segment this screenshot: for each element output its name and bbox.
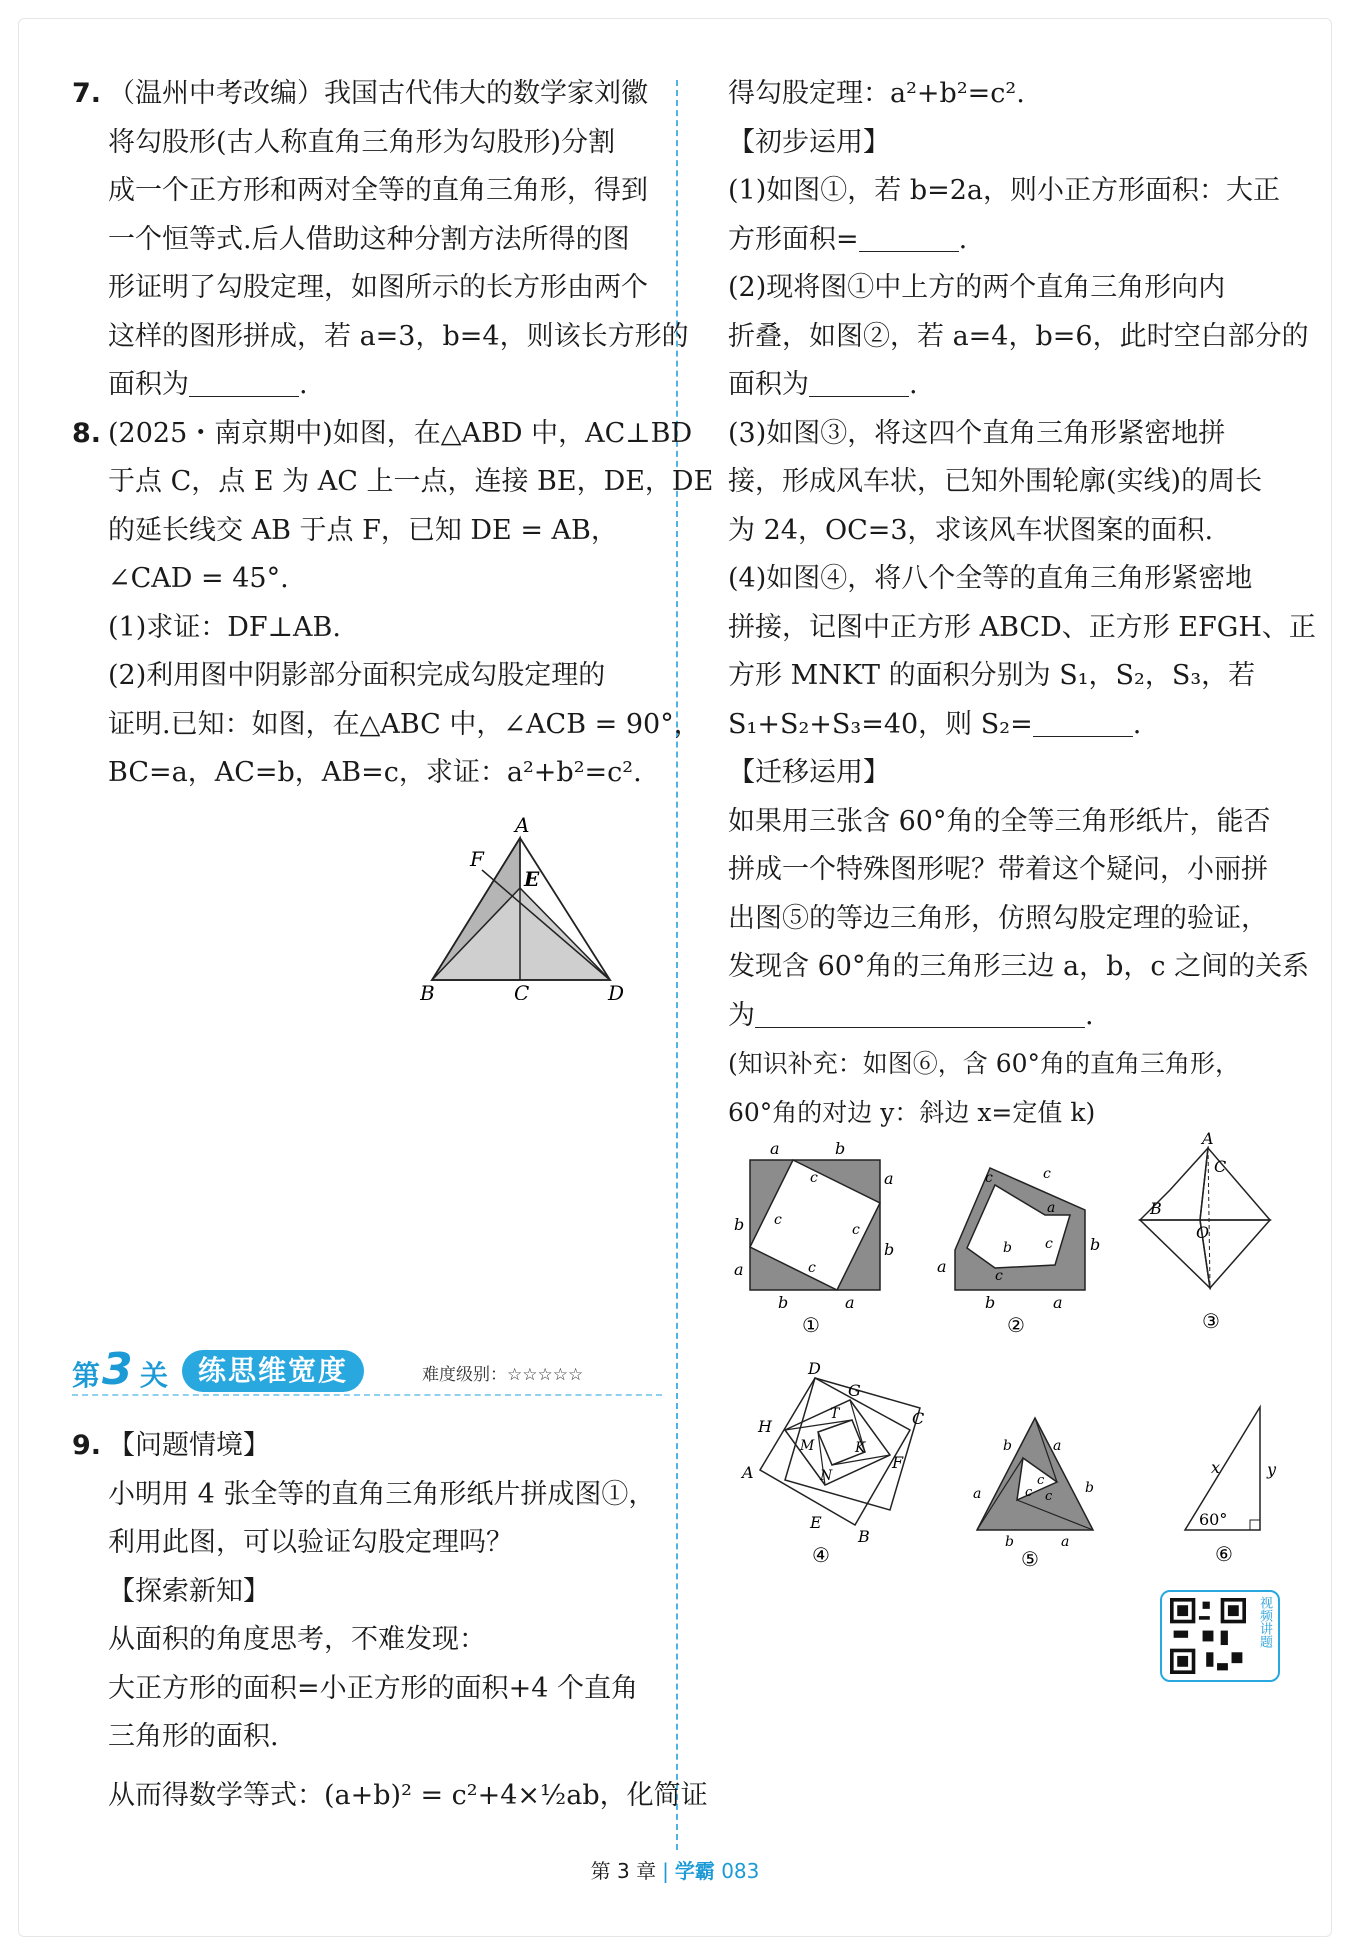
figure-6-angle: 60° [1199,1510,1228,1529]
right-line-6: 折叠，如图②，若 a=4，b=6，此时空白部分的 [728,320,1309,352]
q7-line-4: 一个恒等式.后人借助这种分割方法所得的图 [108,223,630,255]
right-line-12: 拼接，记图中正方形 ABCD、正方形 EFGH、正 [728,611,1316,643]
right-line-4-prefix: 方形面积= [728,223,859,255]
level-banner [72,1344,662,1395]
right-line-19: 发现含 60°角的三角形三边 a，b，c 之间的关系 [728,951,1310,982]
svg-text:a: a [973,1486,982,1502]
label-e: E [524,867,540,891]
shaded-triangle-bed [432,888,610,980]
video-qr-code[interactable] [1160,1590,1280,1682]
svg-text:a: a [937,1257,947,1276]
svg-text:c: c [1043,1166,1051,1182]
svg-text:a: a [1047,1200,1056,1216]
svg-text:b: b [778,1293,789,1312]
figure-4-tag: ④ [812,1543,830,1567]
qr-code-icon [1170,1598,1246,1674]
svg-text:b: b [1085,1480,1094,1496]
label-c: C [514,981,530,1000]
svg-text:b: b [884,1240,895,1259]
right-line-18: 出图⑤的等边三角形，仿照勾股定理的验证， [728,902,1268,934]
footer-chapter: 第 3 章 [590,1859,657,1883]
right-line-1: 得勾股定理：a²+b²=c². [728,78,1025,109]
answer-blank-3[interactable] [1033,706,1133,737]
q9-line-7: 三角形的面积. [108,1721,279,1752]
q7-line-1: （温州中考改编）我国古代伟大的数学家刘徽 [108,78,648,109]
level-guan: 关 [140,1359,169,1392]
svg-text:A: A [1202,1130,1214,1148]
svg-text:E: E [810,1513,822,1532]
q8-part-2-line-2: 证明.已知：如图，在△ABC 中，∠ACB = 90°， [108,708,701,740]
label-b: B [420,981,435,1000]
svg-text:F: F [892,1453,904,1472]
answer-blank-1[interactable] [859,221,959,252]
qr-caption: 视频讲题 [1257,1596,1272,1648]
svg-text:b: b [985,1293,996,1312]
right-line-7-prefix: 面积为 [728,369,809,400]
svg-text:c: c [774,1212,782,1228]
right-line-20-prefix: 为 [728,999,755,1031]
svg-text:M: M [800,1438,815,1454]
svg-text:c: c [985,1170,993,1186]
right-line-9: 接，形成风车状，已知外围轮廓(实线)的周长 [728,466,1263,497]
svg-text:D: D [808,1360,821,1378]
svg-text:c: c [1025,1485,1033,1500]
difficulty-rating: 难度级别：☆☆☆☆☆ [422,1365,584,1385]
svg-text:H: H [758,1417,772,1436]
svg-text:c: c [1045,1489,1053,1504]
figure-4 [740,1360,940,1570]
heading-transfer-use: 【迁移运用】 [728,757,890,788]
svg-text:a: a [1061,1534,1070,1550]
figure-3 [1130,1130,1290,1340]
q9-equation-line: 从而得数学等式：(a+b)² = c²+4×½ab，化简证 [108,1779,708,1811]
q9-line-5: 从面积的角度思考，不难发现： [108,1624,486,1655]
svg-text:T: T [830,1406,840,1422]
right-line-4-suffix: . [958,223,968,255]
q7-line-5: 形证明了勾股定理，如图所示的长方形由两个 [108,272,648,303]
svg-text:c: c [1045,1236,1053,1252]
knowledge-note-1: (知识补充：如图⑥，含 60°角的直角三角形， [728,1049,1241,1078]
q7-number: 7. [72,78,102,109]
right-line-14-suffix: . [1132,708,1142,740]
figure-5-tag: ⑤ [1021,1547,1039,1570]
question-7 [72,70,689,410]
q7-answer-suffix: . [299,369,308,400]
svg-text:x: x [1211,1458,1221,1477]
svg-text:C: C [912,1409,925,1428]
level-di: 第 [72,1359,101,1392]
answer-blank-4[interactable] [755,997,1085,1028]
svg-text:C: C [1214,1157,1227,1176]
heading-initial-use: 【初步运用】 [728,126,890,158]
svg-text:c: c [808,1260,816,1276]
svg-text:b: b [835,1140,846,1158]
svg-text:B: B [858,1527,870,1546]
right-line-13: 方形 MNKT 的面积分别为 S₁，S₂，S₃，若 [728,660,1256,691]
q8-part-1: (1)求证：DF⊥AB. [108,611,341,643]
q8-line-1: (2025・南京期中)如图，在△ABD 中，AC⊥BD [108,417,693,449]
footer-brand: 学霸 [674,1859,715,1883]
figure-2-tag: ② [1007,1313,1025,1337]
figure-1 [730,1140,910,1340]
question-8 [72,410,714,798]
figure-6-tag: ⑥ [1215,1542,1233,1566]
svg-text:c: c [810,1170,818,1186]
svg-text:b: b [1003,1240,1012,1256]
svg-text:a: a [734,1260,744,1279]
right-line-10: 为 24，OC=3，求该风车状图案的面积. [728,514,1214,546]
right-column [728,70,1316,1137]
right-line-20-suffix: . [1085,999,1094,1031]
q9-heading-explore: 【探索新知】 [108,1575,270,1607]
level-title: 练思维宽度 [182,1350,364,1392]
svg-text:c: c [1037,1473,1045,1488]
q8-line-3: 的延长线交 AB 于点 F，已知 DE = AB， [108,514,618,546]
svg-text:G: G [848,1381,861,1400]
svg-text:y: y [1267,1460,1277,1479]
q9-line-6: 大正方形的面积=小正方形的面积+4 个直角 [108,1672,639,1704]
label-d: D [608,981,625,1000]
right-line-11: (4)如图④，将八个全等的直角三角形紧密地 [728,563,1253,594]
q9-line-2: 小明用 4 张全等的直角三角形纸片拼成图①， [108,1478,656,1510]
svg-text:A: A [742,1463,754,1482]
right-line-14-prefix: S₁+S₂+S₃=40，则 S₂= [728,708,1033,740]
svg-text:a: a [1053,1438,1062,1454]
q8-part-2-line-3: BC=a，AC=b，AB=c，求证：a²+b²=c². [108,757,642,788]
q8-line-4: ∠CAD = 45°. [108,563,289,594]
figure-5 [965,1400,1105,1570]
q8-number: 8. [72,417,102,449]
q7-answer-prefix: 面积为 [108,369,189,400]
right-line-8: (3)如图③，将这四个直角三角形紧密地拼 [728,417,1226,449]
q7-line-6: 这样的图形拼成，若 a=3，b=4，则该长方形的 [108,320,689,352]
level-underline [72,1394,662,1396]
left-column [72,70,714,798]
right-line-17: 拼成一个特殊图形呢？带着这个疑问，小丽拼 [728,854,1268,885]
q7-answer-blank[interactable] [189,366,299,397]
answer-blank-2[interactable] [809,366,909,397]
q8-line-2: 于点 C，点 E 为 AC 上一点，连接 BE，DE，DE [108,466,714,497]
figure-3-tag: ③ [1202,1309,1220,1333]
figure-1-tag: ① [802,1313,820,1337]
q7-line-2: 将勾股形(古人称直角三角形为勾股形)分割 [108,126,616,158]
q9-line-3: 利用此图，可以验证勾股定理吗？ [108,1527,513,1558]
svg-text:b: b [1005,1534,1014,1550]
label-f: F [470,847,484,871]
right-line-7-suffix: . [909,369,918,400]
level-number: 3 [102,1344,133,1395]
svg-text:a: a [770,1140,780,1158]
svg-text:K: K [855,1440,866,1456]
right-line-5: (2)现将图①中上方的两个直角三角形向内 [728,272,1226,303]
svg-text:B: B [1150,1199,1162,1218]
q9-heading-situation: 【问题情境】 [108,1430,270,1461]
svg-text:N: N [820,1468,833,1484]
svg-text:b: b [1090,1235,1101,1254]
q8-part-2-line-1: (2)利用图中阴影部分面积完成勾股定理的 [108,660,606,691]
q9-number: 9. [72,1430,102,1461]
right-line-3: (1)如图①，若 b=2a，则小正方形面积：大正 [728,175,1281,206]
svg-text:a: a [845,1293,855,1312]
figure-6 [1175,1395,1285,1570]
knowledge-note-2: 60°角的对边 y：斜边 x=定值 k) [728,1097,1096,1127]
svg-text:a: a [1053,1293,1063,1312]
q8-triangle-figure [420,810,660,1000]
svg-text:b: b [734,1215,745,1234]
svg-text:b: b [1003,1438,1012,1454]
svg-text:O: O [1196,1223,1210,1242]
svg-text:c: c [852,1222,860,1238]
footer-page-number: 083 [721,1859,760,1883]
right-line-16: 如果用三张含 60°角的全等三角形纸片，能否 [728,805,1271,837]
question-9 [72,1422,708,1820]
q7-line-3: 成一个正方形和两对全等的直角三角形，得到 [108,175,648,206]
figure-2 [935,1140,1110,1340]
svg-text:c: c [995,1268,1003,1284]
label-a: A [515,813,530,837]
page-footer: 第 3 章 | 学霸 083 [590,1859,760,1883]
svg-text:a: a [884,1169,894,1188]
